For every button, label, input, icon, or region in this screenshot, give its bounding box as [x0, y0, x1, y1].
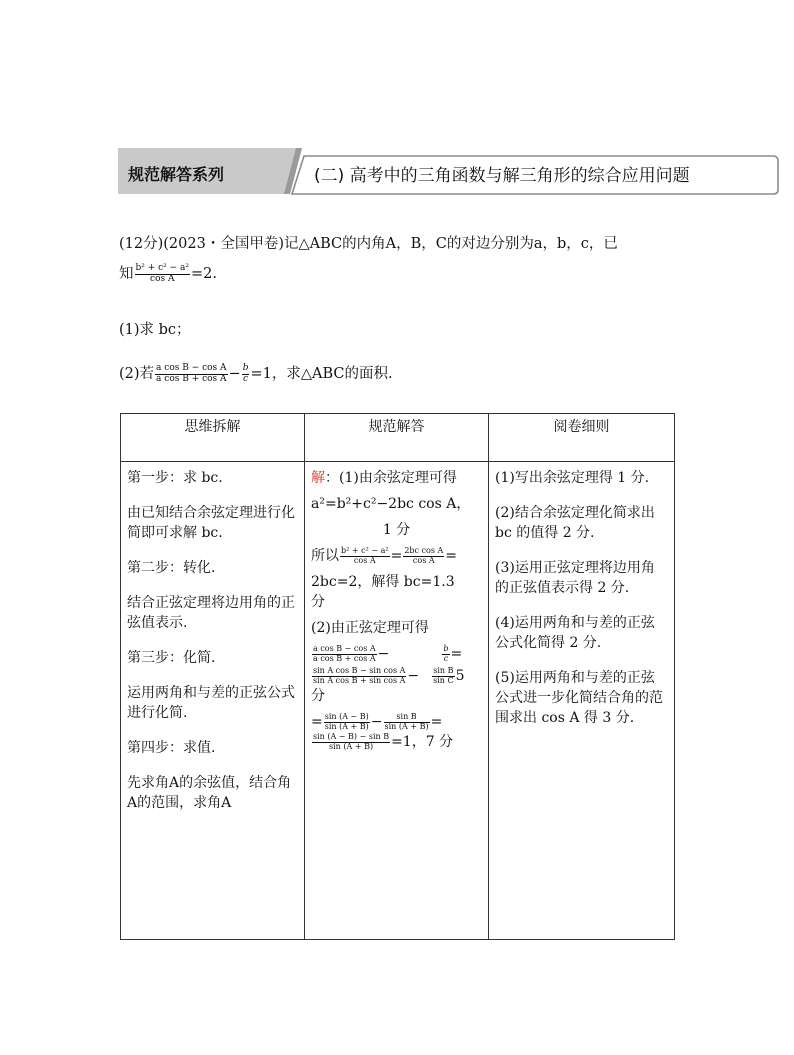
equals-sign: =: [445, 548, 458, 564]
answer-line: a²=b²+c²−2bc cos A，: [311, 496, 471, 512]
fraction: [384, 713, 430, 731]
equals-sign: =: [390, 548, 403, 564]
fraction: [442, 645, 449, 663]
problem-text: =1，求△ABC的面积.: [250, 366, 393, 382]
answer-line: (2)由正弦定理可得: [311, 620, 429, 636]
header-grading-rules: 阅卷细则: [489, 414, 675, 462]
fraction-den: c: [443, 653, 449, 663]
question-1: (1)求 bc；: [119, 322, 191, 338]
rule-text: (3)运用正弦定理将边用角的正弦值表示得 2 分.: [495, 560, 655, 596]
fraction-den: a cos B + cos A: [313, 653, 376, 663]
problem-text: =2.: [191, 266, 218, 282]
fraction-num: b² + c² − a²: [341, 546, 389, 556]
fraction-den: cos A: [412, 555, 435, 565]
problem-text: 知: [119, 266, 134, 282]
fraction-den: sin C: [433, 675, 454, 685]
step-text: 先求角A的余弦值，结合角A的范围，求角A: [127, 775, 292, 811]
thinking-cell: [121, 462, 305, 940]
step-text: 第一步：求 bc.: [127, 470, 223, 486]
answer-line: [311, 666, 482, 686]
fraction: [403, 547, 444, 565]
answer-text: 所以: [311, 548, 339, 564]
answer-text: =1，7 分: [391, 734, 454, 750]
minus-sign: −: [407, 668, 420, 684]
grading-cell: [489, 462, 675, 940]
answer-cell: [305, 462, 489, 940]
fraction-den: cos A: [353, 555, 376, 565]
rule-text: (5)运用两角和与差的正弦公式进一步化简结合角的范围求出 cos A 得 3 分.: [495, 670, 663, 726]
answer-line: [311, 732, 482, 752]
rule-text: (2)结合余弦定理化简求出 bc 的值得 2 分.: [495, 505, 655, 541]
fraction: [155, 364, 227, 384]
fraction-num: sin (A − B): [324, 712, 369, 722]
fraction: [312, 667, 406, 685]
equals-sign: =: [311, 714, 323, 730]
answer-line: 分: [311, 594, 325, 610]
fraction: [312, 645, 377, 663]
fraction-num: b: [242, 363, 249, 374]
rule-text: (4)运用两角和与差的正弦公式化简得 2 分.: [495, 615, 655, 651]
step-text: 运用两角和与差的正弦公式进行化简.: [127, 685, 295, 721]
table-header-row: [121, 414, 675, 462]
step-text: 第三步：化简.: [127, 650, 216, 666]
minus-sign: −: [377, 646, 390, 662]
answer-line: [311, 546, 482, 566]
solution-table: [120, 413, 675, 940]
solution-marker: 解: [311, 470, 325, 486]
answer-line: 2bc=2，解得 bc=1.3: [311, 574, 455, 590]
fraction: [340, 547, 390, 565]
problem-line-1: (12分)(2023・全国甲卷)记△ABC的内角A，B，C的对边分别为a，b，c，已: [119, 236, 618, 252]
answer-line: [311, 712, 482, 732]
banner-title: (二) 高考中的三角函数与解三角形的综合应用问题: [314, 166, 690, 186]
step-text: 结合正弦定理将边用角的正弦值表示.: [127, 595, 295, 631]
score-digit: 5: [455, 668, 465, 684]
answer-line: [311, 644, 482, 664]
fraction: [135, 264, 191, 284]
fraction-num: sin (A − B) − sin B: [313, 732, 390, 742]
problem-line-2: [119, 262, 217, 284]
banner-series-label: 规范解答系列: [128, 165, 225, 184]
fraction-den: sin (A + B): [329, 741, 374, 751]
problem-text: (2)若: [119, 366, 155, 382]
answer-text: ：(1)由余弦定理可得: [325, 470, 457, 486]
fraction: [312, 733, 390, 751]
minus-sign: −: [228, 366, 241, 382]
fraction: [242, 364, 250, 384]
fraction-den: sin A cos B + sin cos A: [313, 675, 406, 685]
equals-sign: =: [450, 646, 463, 662]
step-text: 由已知结合余弦定理进行化简即可求解 bc.: [127, 505, 295, 541]
step-text: 第四步：求值.: [127, 740, 216, 756]
fraction-num: b² + c² − a²: [135, 263, 190, 274]
equals-sign: =: [430, 714, 443, 730]
fraction-num: a cos B − cos A: [156, 363, 227, 374]
fraction-den: cos A: [150, 273, 175, 284]
section-banner: [118, 146, 780, 196]
minus-sign: −: [370, 714, 383, 730]
fraction-num: 2bc cos A: [404, 546, 444, 556]
fraction-den: sin (A + B): [384, 721, 429, 731]
fraction-den: sin (A + B): [324, 721, 369, 731]
question-2: [119, 362, 393, 384]
answer-line: [311, 468, 482, 488]
rule-text: (1)写出余弦定理得 1 分.: [495, 470, 650, 486]
header-thinking: 思维拆解: [121, 414, 305, 462]
step-text: 第二步：转化.: [127, 560, 216, 576]
header-standard-answer: 规范解答: [305, 414, 489, 462]
table-body-row: [121, 462, 675, 940]
fraction-num: sin B: [384, 713, 430, 722]
fraction-den: c: [243, 373, 249, 384]
fraction: [432, 667, 454, 685]
fraction-num: a cos B − cos A: [313, 644, 376, 654]
fraction-num: sin A cos B − sin cos A: [313, 666, 406, 676]
fraction: [324, 713, 370, 731]
answer-line: 分: [311, 688, 325, 704]
fraction-num: sin B: [433, 666, 454, 676]
fraction-den: a cos B + cos A: [156, 373, 227, 384]
score-note: 1 分: [382, 522, 411, 538]
fraction-num: b: [443, 644, 449, 654]
